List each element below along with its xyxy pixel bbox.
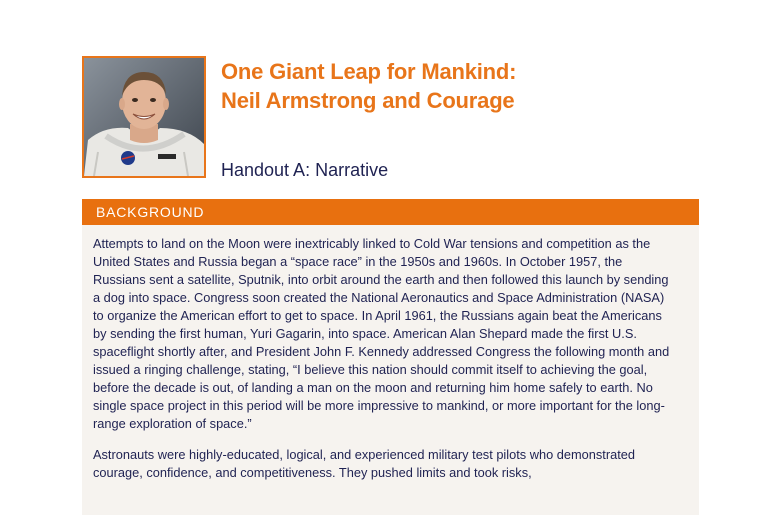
- astronaut-portrait: [82, 56, 206, 178]
- astronaut-photo-image: [84, 58, 204, 176]
- paragraph: Astronauts were highly-educated, logical, and experienced military test pilots who demonstrated courage, confidence, and competitiveness. They pushed limits and took risks,: [93, 447, 636, 480]
- handout-subtitle: Handout A: Narrative: [221, 160, 389, 180]
- paragraph: Attempts to land on the Moon were inextricably linked to Cold War tensions and competition as the United States and Russia began a “space race” in the 1950s and 1960s. In October 1957, the Russians sent a satellite, Sputnik, into orbit around the earth and then followed this launch by sending a dog into space. Congress soon created the National Aeronautics and Space Administration (NASA) to organize the American effort to get to space. In April 1961, the Russians again beat the Americans by sending the first human, Yuri Gagarin, into space. American Alan Shepard made the first U.S. spaceflight shortly after, and President John F. Kennedy addressed Congress the following month and issued a ringing challenge, stating, “I believe this nation should commit itself to achieving the goal, before the decade is out, of landing a man on the moon and returning him home safely to earth. No single space project in this period will be more impressive to mankind, or more important for the long-range exploration of space.”: [93, 236, 670, 431]
- page-title: [221, 57, 516, 115]
- narrative-text-panel: [82, 225, 699, 515]
- section-header-label: BACKGROUND: [96, 204, 205, 220]
- title-line-1: One Giant Leap for Mankind:: [221, 59, 517, 84]
- section-header-background: [82, 199, 699, 225]
- title-line-2: Neil Armstrong and Courage: [221, 88, 515, 113]
